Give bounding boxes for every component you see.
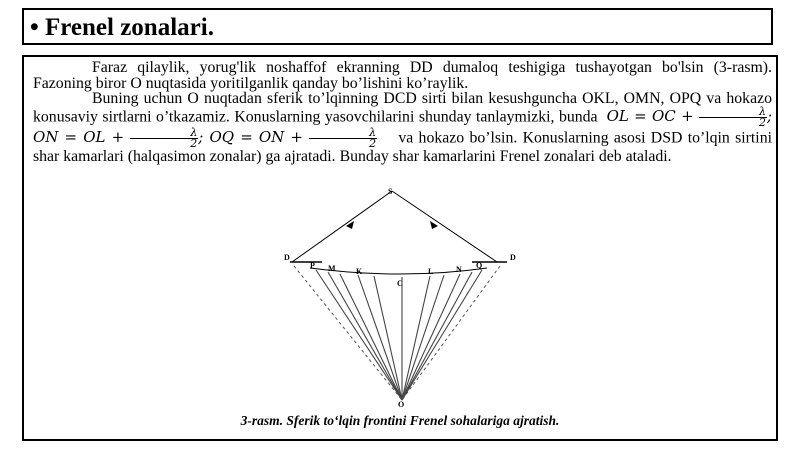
- label-o: O: [398, 400, 405, 408]
- fresnel-zone-diagram: [282, 188, 532, 408]
- title-box: [22, 8, 773, 45]
- dashed-left: [294, 266, 402, 400]
- label-s: S: [388, 188, 393, 196]
- formula-part-3: ; OQ = ON +: [198, 128, 310, 147]
- slide-title: • Frenel zonalari.: [30, 14, 214, 41]
- content-box: [22, 55, 778, 441]
- fraction-numerator: λ: [309, 128, 377, 139]
- label-q: Q: [476, 261, 483, 270]
- fresnel-diagram-svg: [282, 188, 532, 408]
- fraction-numerator: λ: [699, 107, 767, 118]
- label-k: K: [356, 267, 363, 276]
- fraction-2: [130, 125, 198, 150]
- paragraph-3-text: va hokazo bo’lsin. Konuslarning asosi DSD to’lqin sirtini shar kamarlari (halqasimon zonalar) ga ajratadi. Bunday shar kamarlarini Frenel zonalari deb ataladi.: [33, 129, 772, 165]
- fraction-1: [699, 104, 767, 129]
- label-p: P: [310, 261, 315, 270]
- ray-right: [392, 191, 497, 262]
- paragraph-2: [33, 91, 772, 164]
- label-n: N: [456, 265, 462, 274]
- fraction-denominator: 2: [758, 115, 766, 129]
- label-c: C: [397, 279, 403, 288]
- figure-caption: 3-rasm. Sferik to‘lqin frontini Frenel sohalariga ajratish.: [240, 413, 560, 428]
- cone-lines: [316, 270, 482, 400]
- label-d-left: D: [284, 253, 290, 262]
- label-d-right: D: [510, 253, 516, 262]
- body-text: [33, 60, 772, 164]
- paragraph-2-text: Buning uchun O nuqtadan sferik to’lqinning DCD sirti bilan kesushguncha OKL, OMN, OPQ va hokazo konusaviy sirtlarni o’tkazamiz. Konuslarning yasovchilarini shunday tanlaymizki, bunda: [33, 90, 772, 126]
- paragraph-1: Faraz qilaylik, yorug'lik noshaffof ekranning DD dumaloq teshigiga tushayotgan bo'lsin (3-rasm). Fazoning biror O nuqtasida yoritilganlik qanday bo’lishini ko’raylik.: [33, 59, 772, 92]
- arrow-right: [430, 221, 438, 229]
- formula-part-1: OL = OC +: [606, 107, 699, 126]
- fraction-3: [309, 125, 377, 150]
- fraction-numerator: λ: [130, 128, 198, 139]
- fraction-denominator: 2: [190, 136, 198, 150]
- label-m: M: [328, 264, 336, 273]
- formula-part-2: ; ON = OL +: [33, 107, 773, 147]
- ray-left: [292, 191, 392, 262]
- fraction-denominator: 2: [369, 136, 377, 150]
- label-l: L: [428, 267, 434, 276]
